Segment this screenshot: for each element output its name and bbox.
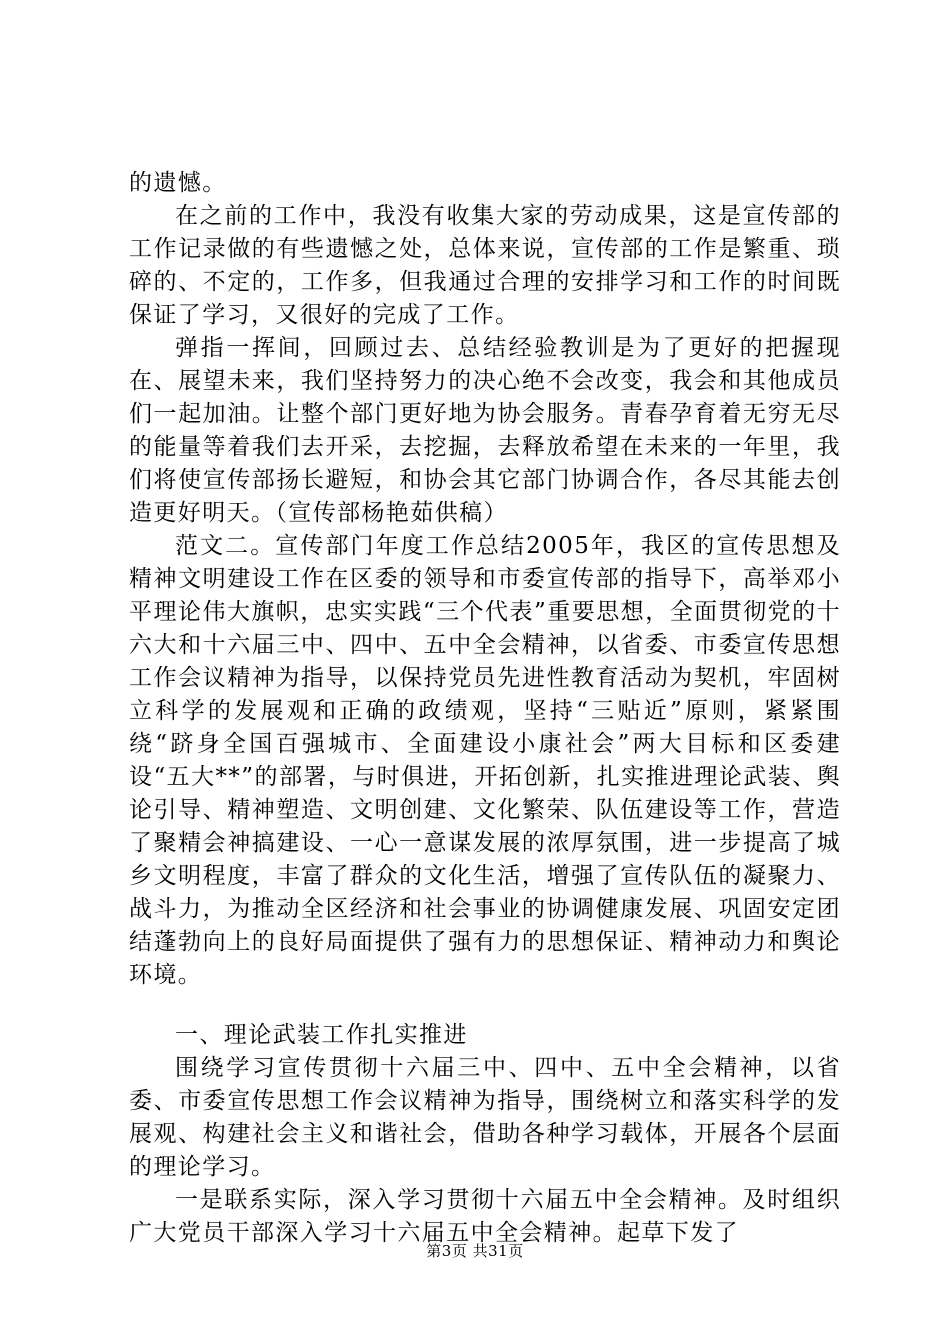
paragraph: 一是联系实际，深入学习贯彻十六届五中全会精神。及时组织广大党员干部深入学习十六届五中全会精神。起草下发了 [129,1187,841,1246]
section-heading: 一、理论武装工作扎实推进 [175,1022,468,1048]
paragraph: 围绕学习宣传贯彻十六届三中、四中、五中全会精神，以省委、市委宣传思想工作会议精神为指导，围绕树立和落实科学的发展观、构建社会主义和谐社会，借助各种学习载体，开展各个层面的理论学习。 [129,1055,841,1180]
page-footer [0,1240,950,1261]
paragraph: 在之前的工作中，我没有收集大家的劳动成果，这是宣传部的工作记录做的有些遗憾之处，总体来说，宣传部的工作是繁重、琐碎的、不定的，工作多，但我通过合理的安排学习和工作的时间既保证了学习，又很好的完成了工作。 [129,203,841,328]
paragraph: 弹指一挥间，回顾过去、总结经验教训是为了更好的把握现在、展望未来，我们坚持努力的决心绝不会改变，我会和其他成员们一起加油。让整个部门更好地为协会服务。青春孕育着无穷无尽的能量等着我们去开采，去挖掘，去释放希望在未来的一年里，我们将使宣传部扬长避短，和协会其它部门协调合作，各尽其能去创造更好明天。（宣传部杨艳茹供稿） [129,335,841,526]
paragraph: 范文二。宣传部门年度工作总结2005年，我区的宣传思想及精神文明建设工作在区委的领导和市委宣传部的指导下，高举邓小平理论伟大旗帜，忠实实践“三个代表”重要思想，全面贯彻党的十六大和十六届三中、四中、五中全会精神，以省委、市委宣传思想工作会议精神为指导，以保持党员先进性教育活动为契机，牢固树立科学的发展观和正确的政绩观，坚持“三贴近”原则，紧紧围绕“跻身全国百强城市、全面建设小康社会”两大目标和区委建设“五大**”的部署，与时俱进，开拓创新，扎实推进理论武装、舆论引导、精神塑造、文明创建、文化繁荣、队伍建设等工作，营造了聚精会神搞建设、一心一意谋发展的浓厚氛围，进一步提高了城乡文明程度，丰富了群众的文化生活，增强了宣传队伍的凝聚力、战斗力，为推动全区经济和社会事业的协调健康发展、巩固安定团结蓬勃向上的良好局面提供了强有力的思想保证、精神动力和舆论环境。 [129,533,841,988]
document-body [129,167,841,1250]
paragraph-continuation: 的遗憾。 [129,170,227,196]
page-number-label: 第3页 共31页 [426,1242,524,1260]
